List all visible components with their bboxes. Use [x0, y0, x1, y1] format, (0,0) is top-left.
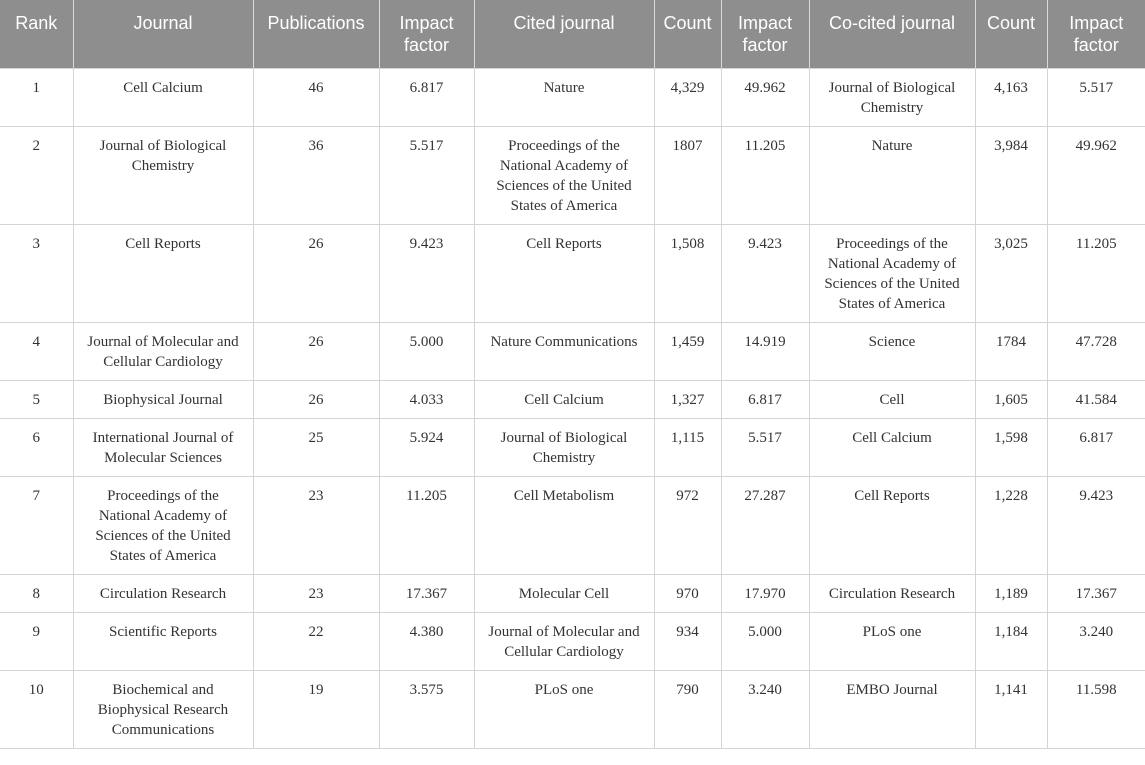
header-cited-count: Count — [654, 0, 721, 69]
header-journal: Journal — [73, 0, 253, 69]
co-cited-journal-cell: Journal of Biological Chemistry — [809, 69, 975, 127]
impact-factor-cell: 17.367 — [379, 575, 474, 613]
rank-cell: 4 — [0, 323, 73, 381]
table-row — [0, 225, 1145, 323]
publications-cell: 46 — [253, 69, 379, 127]
cited-journal-cell: Nature — [474, 69, 654, 127]
cited-count-cell: 1,459 — [654, 323, 721, 381]
co-cited-journal-cell: Science — [809, 323, 975, 381]
co-cited-journal-cell: Cell Calcium — [809, 419, 975, 477]
cited-impact-factor-cell: 6.817 — [721, 381, 809, 419]
header-rank: Rank — [0, 0, 73, 69]
publications-cell: 23 — [253, 575, 379, 613]
cited-impact-factor-cell: 17.970 — [721, 575, 809, 613]
table-row — [0, 613, 1145, 671]
cited-journal-cell: PLoS one — [474, 671, 654, 749]
co-cited-impact-factor-cell: 6.817 — [1047, 419, 1145, 477]
co-cited-journal-cell: Circulation Research — [809, 575, 975, 613]
co-cited-impact-factor-cell: 17.367 — [1047, 575, 1145, 613]
journal-cell: Scientific Reports — [73, 613, 253, 671]
header-cited-impact-factor: Impact factor — [721, 0, 809, 69]
journal-cell: Cell Reports — [73, 225, 253, 323]
publications-cell: 23 — [253, 477, 379, 575]
co-cited-impact-factor-cell: 9.423 — [1047, 477, 1145, 575]
rank-cell: 3 — [0, 225, 73, 323]
table-row — [0, 69, 1145, 127]
cited-journal-cell: Proceedings of the National Academy of Sciences of the United States of America — [474, 127, 654, 225]
journal-cell: Proceedings of the National Academy of Sciences of the United States of America — [73, 477, 253, 575]
co-cited-count-cell: 1,598 — [975, 419, 1047, 477]
co-cited-journal-cell: Cell Reports — [809, 477, 975, 575]
header-co-cited-count: Count — [975, 0, 1047, 69]
cited-count-cell: 934 — [654, 613, 721, 671]
rank-cell: 9 — [0, 613, 73, 671]
impact-factor-cell: 4.380 — [379, 613, 474, 671]
rank-cell: 2 — [0, 127, 73, 225]
cited-impact-factor-cell: 49.962 — [721, 69, 809, 127]
header-co-cited-journal: Co-cited journal — [809, 0, 975, 69]
journal-cell: Biophysical Journal — [73, 381, 253, 419]
header-row — [0, 0, 1145, 69]
co-cited-impact-factor-cell: 3.240 — [1047, 613, 1145, 671]
co-cited-impact-factor-cell: 11.205 — [1047, 225, 1145, 323]
table-row — [0, 323, 1145, 381]
co-cited-journal-cell: Proceedings of the National Academy of Sciences of the United States of America — [809, 225, 975, 323]
impact-factor-cell: 3.575 — [379, 671, 474, 749]
journal-cell: Cell Calcium — [73, 69, 253, 127]
co-cited-impact-factor-cell: 49.962 — [1047, 127, 1145, 225]
impact-factor-cell: 4.033 — [379, 381, 474, 419]
table-body — [0, 69, 1145, 749]
cited-impact-factor-cell: 5.000 — [721, 613, 809, 671]
rank-cell: 1 — [0, 69, 73, 127]
co-cited-impact-factor-cell: 5.517 — [1047, 69, 1145, 127]
publications-cell: 22 — [253, 613, 379, 671]
co-cited-count-cell: 1,228 — [975, 477, 1047, 575]
cited-journal-cell: Cell Metabolism — [474, 477, 654, 575]
cited-impact-factor-cell: 11.205 — [721, 127, 809, 225]
co-cited-count-cell: 1,189 — [975, 575, 1047, 613]
cited-journal-cell: Journal of Molecular and Cellular Cardiology — [474, 613, 654, 671]
table-row — [0, 477, 1145, 575]
cited-journal-cell: Journal of Biological Chemistry — [474, 419, 654, 477]
cited-journal-cell: Cell Reports — [474, 225, 654, 323]
cited-journal-cell: Cell Calcium — [474, 381, 654, 419]
journal-cell: International Journal of Molecular Sciences — [73, 419, 253, 477]
cited-count-cell: 1,508 — [654, 225, 721, 323]
cited-journal-cell: Molecular Cell — [474, 575, 654, 613]
table-row — [0, 127, 1145, 225]
publications-cell: 26 — [253, 323, 379, 381]
cited-impact-factor-cell: 14.919 — [721, 323, 809, 381]
rank-cell: 8 — [0, 575, 73, 613]
header-co-cited-impact-factor: Impact factor — [1047, 0, 1145, 69]
cited-count-cell: 972 — [654, 477, 721, 575]
cited-count-cell: 1,115 — [654, 419, 721, 477]
table-row — [0, 671, 1145, 749]
header-publications: Publications — [253, 0, 379, 69]
cited-count-cell: 970 — [654, 575, 721, 613]
cited-impact-factor-cell: 5.517 — [721, 419, 809, 477]
header-cited-journal: Cited journal — [474, 0, 654, 69]
publications-cell: 19 — [253, 671, 379, 749]
co-cited-impact-factor-cell: 11.598 — [1047, 671, 1145, 749]
publications-cell: 25 — [253, 419, 379, 477]
table-header — [0, 0, 1145, 69]
cited-impact-factor-cell: 3.240 — [721, 671, 809, 749]
header-impact-factor: Impact factor — [379, 0, 474, 69]
publications-cell: 26 — [253, 225, 379, 323]
cited-count-cell: 790 — [654, 671, 721, 749]
journal-cell: Circulation Research — [73, 575, 253, 613]
rank-cell: 5 — [0, 381, 73, 419]
co-cited-count-cell: 1,184 — [975, 613, 1047, 671]
impact-factor-cell: 6.817 — [379, 69, 474, 127]
co-cited-count-cell: 3,025 — [975, 225, 1047, 323]
cited-impact-factor-cell: 27.287 — [721, 477, 809, 575]
journal-cell: Biochemical and Biophysical Research Communications — [73, 671, 253, 749]
table-row — [0, 419, 1145, 477]
cited-count-cell: 1,327 — [654, 381, 721, 419]
cited-count-cell: 1807 — [654, 127, 721, 225]
table-row — [0, 575, 1145, 613]
co-cited-count-cell: 3,984 — [975, 127, 1047, 225]
cited-impact-factor-cell: 9.423 — [721, 225, 809, 323]
co-cited-count-cell: 1784 — [975, 323, 1047, 381]
co-cited-journal-cell: PLoS one — [809, 613, 975, 671]
co-cited-impact-factor-cell: 47.728 — [1047, 323, 1145, 381]
rank-cell: 6 — [0, 419, 73, 477]
impact-factor-cell: 5.000 — [379, 323, 474, 381]
publications-cell: 26 — [253, 381, 379, 419]
impact-factor-cell: 9.423 — [379, 225, 474, 323]
co-cited-journal-cell: Nature — [809, 127, 975, 225]
rank-cell: 10 — [0, 671, 73, 749]
co-cited-count-cell: 1,141 — [975, 671, 1047, 749]
impact-factor-cell: 11.205 — [379, 477, 474, 575]
table-row — [0, 381, 1145, 419]
co-cited-count-cell: 1,605 — [975, 381, 1047, 419]
co-cited-count-cell: 4,163 — [975, 69, 1047, 127]
cited-count-cell: 4,329 — [654, 69, 721, 127]
cited-journal-cell: Nature Communications — [474, 323, 654, 381]
co-cited-impact-factor-cell: 41.584 — [1047, 381, 1145, 419]
journal-cell: Journal of Biological Chemistry — [73, 127, 253, 225]
co-cited-journal-cell: Cell — [809, 381, 975, 419]
impact-factor-cell: 5.517 — [379, 127, 474, 225]
co-cited-journal-cell: EMBO Journal — [809, 671, 975, 749]
journal-cell: Journal of Molecular and Cellular Cardiology — [73, 323, 253, 381]
impact-factor-cell: 5.924 — [379, 419, 474, 477]
rank-cell: 7 — [0, 477, 73, 575]
publications-cell: 36 — [253, 127, 379, 225]
